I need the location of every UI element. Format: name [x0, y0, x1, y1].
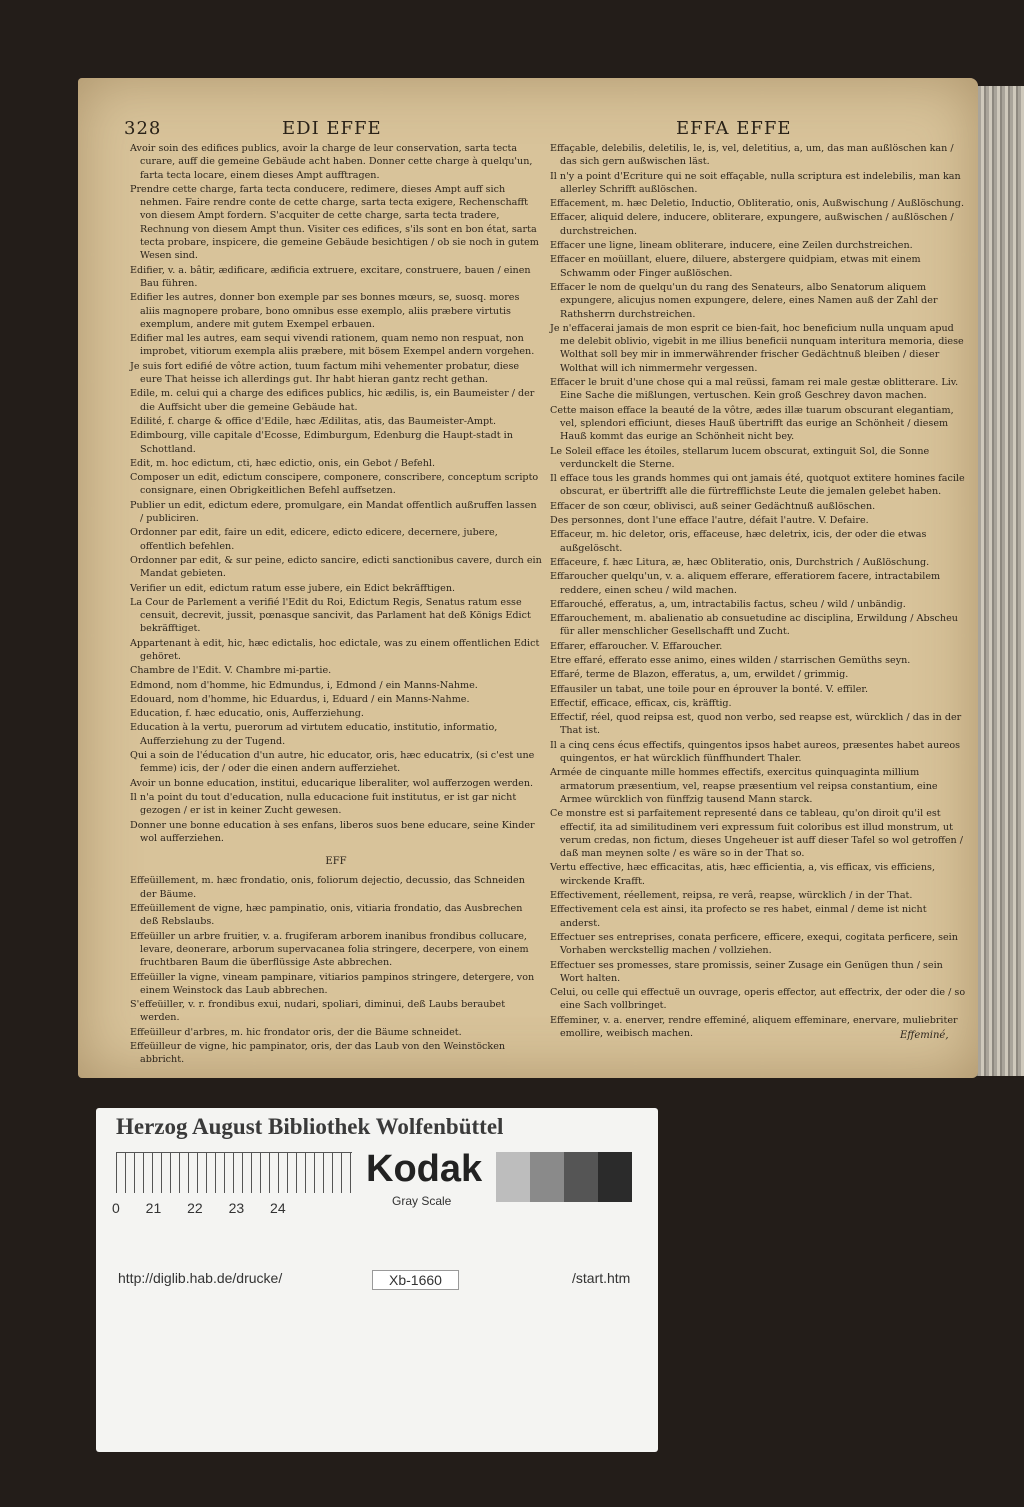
adjacent-page-edge	[970, 86, 1024, 1076]
left-entry: Edifier les autres, donner bon exemple par ses bonnes mœurs, se, suosq. mores aliis magnopere probare, bono omnibus esse exemplo, aliis præbere virtutis exemplum, andere mit gutem Exempel erbauen.	[130, 292, 520, 330]
right-entry: Il n'y a point d'Ecriture qui ne soit effaçable, nulla scriptura est indelebilis, man kan allerley Schrifft außlöschen.	[550, 170, 961, 195]
right-entry: Effectif, réel, quod reipsa est, quod non verbo, sed reapse est, würcklich / das in der That ist.	[550, 712, 962, 737]
left-entry: Donner une bonne education à ses enfans, liberos suos bene educare, seine Kinder wol aufferziehen.	[130, 819, 535, 844]
right-entry: Effacer de son cœur, oblivisci, auß seiner Gedächtnuß außlöschen.	[550, 500, 876, 512]
catchword: Effeminé,	[900, 1030, 949, 1041]
right-entry: Armée de cinquante mille hommes effectifs, exercitus quinquaginta millium armatorum præsentium, vel, reapse præsentium vel reipsa constantium, eine Armee würcklich von fünffzig tausend Mann starck.	[550, 767, 938, 805]
gray-swatch-3	[564, 1152, 598, 1202]
left-entry: Ordonner par edit, & sur peine, edicto sancire, edicti sanctionibus cavere, durch ein Mandat gebieten.	[130, 554, 542, 580]
left-eff-entry: Effeüiller la vigne, vineam pampinare, vitiarios pampinos stringere, detergere, von einem Weinstock das Laub abbrechen.	[130, 971, 535, 996]
right-entry: Effacer une ligne, lineam obliterare, inducere, eine Zeilen durchstreichen.	[550, 240, 913, 252]
left-entry: Qui a soin de l'éducation d'un autre, hic educator, oris, hæc educatrix, (si c'est une femme) icis, der / oder die einen andern aufferziehet.	[130, 750, 535, 775]
right-entry: Effacement, m. hæc Deletio, Inductio, Obliteratio, onis, Außwischung / Außlöschung.	[550, 198, 964, 210]
left-entry: Il n'a point du tout d'education, nulla educacione fuit institutus, er ist gar nicht gezogen / er ist in keiner Zucht gewesen.	[130, 791, 517, 817]
left-entry: Education à la vertu, puerorum ad virtutem educatio, institutio, informatio, Aufferziehung zu der Tugend.	[130, 722, 498, 747]
right-entry: Etre effaré, efferato esse animo, eines wilden / starrischen Gemüths seyn.	[550, 654, 911, 666]
right-entry: Je n'effacerai jamais de mon esprit ce bien-fait, hoc beneficium nulla unquam apud me delebit oblivio, vigebit in me illius beneficii nunquam interitura memoria, diese Wolthat soll bey mir in immerwährender frischer Gedächtnuß bleiben / dieser Wolthat will ich nimmermehr vergessen.	[550, 322, 964, 374]
left-entry: Education, f. hæc educatio, onis, Aufferziehung.	[130, 708, 364, 720]
right-entry: Celui, ou celle qui effectuë un ouvrage, operis effector, aut effectrix, der oder die / so eine Sach vollbringet.	[550, 987, 966, 1012]
ruler-numbers: 0 21 22 23 24	[112, 1200, 286, 1216]
scale-ruler	[116, 1152, 352, 1193]
left-eff-entry: Effeüillement de vigne, hæc pampinatio, onis, vitiaria frondatio, das Ausbrechen deß Rebslaubs.	[130, 903, 523, 928]
library-name: Herzog August Bibliothek Wolfenbüttel	[116, 1114, 504, 1139]
right-entry: Effectif, efficace, efficax, cis, kräfftig.	[550, 697, 732, 709]
right-entry: Effacer, aliquid delere, inducere, obliterare, expungere, außwischen / außlöschen / durchstreichen.	[550, 212, 954, 237]
gray-swatch-2	[530, 1152, 564, 1202]
gray-swatch-1	[496, 1152, 530, 1202]
footer-start: /start.htm	[572, 1270, 631, 1286]
left-entry: Edile, m. celui qui a charge des edifices publics, hic ædilis, is, ein Baumeister / der die Auffsicht uber die gemeine Gebäude hat.	[130, 388, 535, 413]
right-entry: Effarouché, efferatus, a, um, intractabilis factus, scheu / wild / unbändig.	[550, 598, 906, 610]
right-entry: Effaceure, f. hæc Litura, æ, hæc Obliteratio, onis, Durchstrich / Außlöschung.	[550, 556, 930, 568]
gray-swatch-4	[598, 1152, 632, 1202]
right-entry: Des personnes, dont l'une efface l'autre, défait l'autre. V. Defaire.	[550, 515, 869, 527]
left-entry: Edimbourg, ville capitale d'Ecosse, Edimburgum, Edenburg die Haupt-stadt in Schottland.	[130, 430, 513, 455]
right-entry: Cette maison efface la beauté de la vôtre, ædes illæ tuarum obscurant elegantiam, vel, splendori efficiunt, dieses Hauß übertrifft das eurige an Schönheit / diesem Hauß kommt das eurige an Schönheit nicht bey.	[550, 404, 954, 443]
right-column	[550, 142, 968, 1041]
right-entry: Vertu effective, hæc efficacitas, atis, hæc efficientia, a, vis efficax, vis efficiens, wirckende Krafft.	[550, 862, 935, 887]
left-eff-entry: Effeüilleur de vigne, hic pampinator, oris, der das Laub von den Weinstöcken abbricht.	[130, 1041, 506, 1066]
kodak-logo: Kodak	[366, 1148, 483, 1190]
footer-shelfmark: Xb-1660	[372, 1270, 459, 1290]
section-heading-eff: EFF	[325, 856, 347, 868]
right-entry: Effectivement cela est ainsi, ita profecto se res habet, einmal / deme ist nicht anderst.	[550, 904, 927, 929]
left-eff-entry: Effeüilleur d'arbres, m. hic frondator oris, der die Bäume schneidet.	[130, 1026, 462, 1038]
left-entry: Avoir soin des edifices publics, avoir la charge de leur conservation, sarta tecta curare, auff die gemeine Gebäude acht haben. Donner cette charge à quelqu'un, farta tecta locare, einem dieses Ampt aufftragen.	[130, 143, 533, 181]
left-entry: Publier un edit, edictum edere, promulgare, ein Mandat offentlich außruffen lassen / publiciren.	[130, 499, 537, 525]
right-running-head: EFFA EFFE	[676, 118, 792, 139]
right-entry: Effectuer ses promesses, stare promissis, seiner Zusage ein Genügen thun / sein Wort halten.	[550, 959, 943, 984]
left-entry: Appartenant à edit, hic, hæc edictalis, hoc edictale, was zu einem offentlichen Edict gehöret.	[130, 637, 540, 662]
left-entries-eff	[130, 874, 542, 1066]
left-entry: Composer un edit, edictum conscipere, componere, conscribere, conceptum scripto consignare, einen Obrigkeitlichen Befehl auffsetzen.	[130, 472, 539, 497]
left-entry: Edifier mal les autres, eam sequi vivendi rationem, quam nemo non respuat, non improbet, vitiorum exempla aliis præbere, mit bösem Exempel andern vorgehen.	[130, 333, 535, 358]
right-entry: Effacer le bruit d'une chose qui a mal reüssi, famam rei male gestæ oblitterare. Liv. Eine Sache die mißlungen, vertuschen. Kein groß Geschrey davon machen.	[550, 377, 959, 402]
left-entry: Edmond, nom d'homme, hic Edmundus, i, Edmond / ein Manns-Nahme.	[130, 679, 478, 691]
left-eff-entry: Effeüiller un arbre fruitier, v. a. frugiferam arborem inanibus frondibus collucare, levare, deonerare, arborum supervacanea folia stringere, decerpere, von einem fruchtbaren Baum die überflüssige Aste abbrechen.	[130, 930, 529, 969]
left-running-head: EDI EFFE	[282, 118, 382, 139]
right-entry: Il a cinq cens écus effectifs, quingentos ipsos habet aureos, præsentes habet aureos quingentos, er hat würcklich fünffhundert Thaler.	[550, 739, 961, 765]
right-entry: Effectuer ses entreprises, conata perficere, efficere, exequi, cogitata perficere, sein Vorhaben werckstellig machen / vollziehen.	[550, 931, 958, 957]
right-entry: Ce monstre est si parfaitement representé dans ce tableau, qu'on diroit qu'il est effectif, ita ad similitudinem veri expressum fuit coloribus est illud monstrum, ut verum credas, non fictum, dieses Ungeheuer ist auff dieser Tafel so wol getroffen / daß man meynen solte / es wäre so in der That so.	[550, 808, 963, 860]
left-entry: Ordonner par edit, faire un edit, edicere, edicto edicere, decernere, jubere, offentlich befehlen.	[130, 527, 498, 552]
left-entry: Verifier un edit, edictum ratum esse jubere, ein Edict bekräfftigen.	[130, 582, 456, 594]
left-entries	[130, 142, 542, 845]
left-entry: Edit, m. hoc edictum, cti, hæc edictio, onis, ein Gebot / Befehl.	[130, 457, 436, 469]
left-eff-entry: Effeüillement, m. hæc frondatio, onis, foliorum dejectio, decussio, das Schneiden der Bäume.	[130, 875, 525, 900]
right-entry: Effaçable, delebilis, deletilis, le, is, vel, deletitius, a, um, das man außlöschen kan / das sich gern außwischen läst.	[550, 143, 954, 168]
left-entry: Edifier, v. a. bâtir, ædificare, ædificia extruere, excitare, construere, bauen / einen Bau führen.	[130, 264, 531, 289]
left-entry: La Cour de Parlement a verifié l'Edit du Roi, Edictum Regis, Senatus ratum esse censuit, decrevit, jussit, pœnasque sancivit, das Parlament hat deß Königs Edict bekräfftiget.	[130, 596, 531, 635]
right-entry: Effarouchement, m. abalienatio ab consuetudine ac disciplina, Erwildung / Abscheu für aller menschlicher Gesellschafft und Zucht.	[550, 613, 958, 638]
page-number: 328	[124, 118, 162, 139]
right-entry: Effaré, terme de Blazon, efferatus, a, um, erwildet / grimmig.	[550, 669, 849, 681]
left-entry: Je suis fort edifié de vôtre action, tuum factum mihi vehementer probatur, diese eure That heisse ich allerdings gut. Ihr habt hieran gantz recht gethan.	[130, 360, 520, 386]
left-entry: Prendre cette charge, farta tecta conducere, redimere, dieses Ampt auff sich nehmen. Faire rendre conte de cette charge, sarta tecta exigere, Rechenschafft von diesem Ampt fordern. S'acquiter de cette charge, sarta tecta tradere, Rechnung von diesem Ampt thun. Visiter ces edifices, s'ils sont en bon état, sarta tecta probare, inspicere, die gemeine Gebäude besichtigen / ob sie noch in gutem Wesen sind.	[130, 183, 539, 262]
right-entry: Effaroucher quelqu'un, v. a. aliquem efferare, efferatiorem facere, intractabilem reddere, einen scheu / wild machen.	[550, 571, 941, 596]
right-entry: Effaceur, m. hic deletor, oris, effaceuse, hæc deletrix, icis, der oder die etwas außgelöscht.	[550, 529, 927, 554]
footer-url: http://diglib.hab.de/drucke/	[118, 1270, 283, 1286]
right-entry: Il efface tous les grands hommes qui ont jamais été, quotquot extitere homines facile obscurat, er übertrifft alle die fürtrefflichste Leute die jemalen gelebet haben.	[550, 473, 965, 498]
left-eff-entry: S'effeüiller, v. r. frondibus exui, nudari, spoliari, diminui, deß Laubs beraubet werden.	[130, 999, 506, 1024]
right-entry: Le Soleil efface les étoiles, stellarum lucem obscurat, extinguit Sol, die Sonne verdunckelt die Sterne.	[550, 445, 930, 470]
right-entries	[550, 142, 968, 1040]
gray-scale-label: Gray Scale	[392, 1194, 452, 1208]
right-entry: Effausiler un tabat, une toile pour en éprouver la bonté. V. effiler.	[550, 683, 869, 695]
left-entry: Chambre de l'Edit. V. Chambre mi-partie.	[130, 665, 332, 677]
left-entry: Avoir un bonne education, institui, educarique liberaliter, wol aufferzogen werden.	[130, 777, 534, 789]
right-entry: Effectivement, réellement, reipsa, re verâ, reapse, würcklich / in der That.	[550, 890, 913, 902]
left-entry: Edilité, f. charge & office d'Edile, hæc Ædilitas, atis, das Baumeister-Ampt.	[130, 415, 497, 427]
library-color-card	[96, 1108, 658, 1452]
left-entry: Edouard, nom d'homme, hic Eduardus, i, Eduard / ein Manns-Nahme.	[130, 693, 470, 705]
right-entry: Effacer le nom de quelqu'un du rang des Senateurs, albo Senatorum aliquem expungere, alicujus nomen expungere, delere, eines Namen auß der Zahl der Rathsherrn durchstreichen.	[550, 281, 938, 320]
right-entry: Effacer en moüillant, eluere, diluere, abstergere quidpiam, etwas mit einem Schwamm oder Finger außlöschen.	[550, 254, 921, 279]
right-entry: Effeminer, v. a. enerver, rendre effeminé, aliquem effeminare, enervare, muliebriter emollire, weibisch machen.	[550, 1014, 958, 1039]
left-column	[130, 142, 542, 1068]
right-entry: Effarer, effaroucher. V. Effaroucher.	[550, 640, 723, 652]
